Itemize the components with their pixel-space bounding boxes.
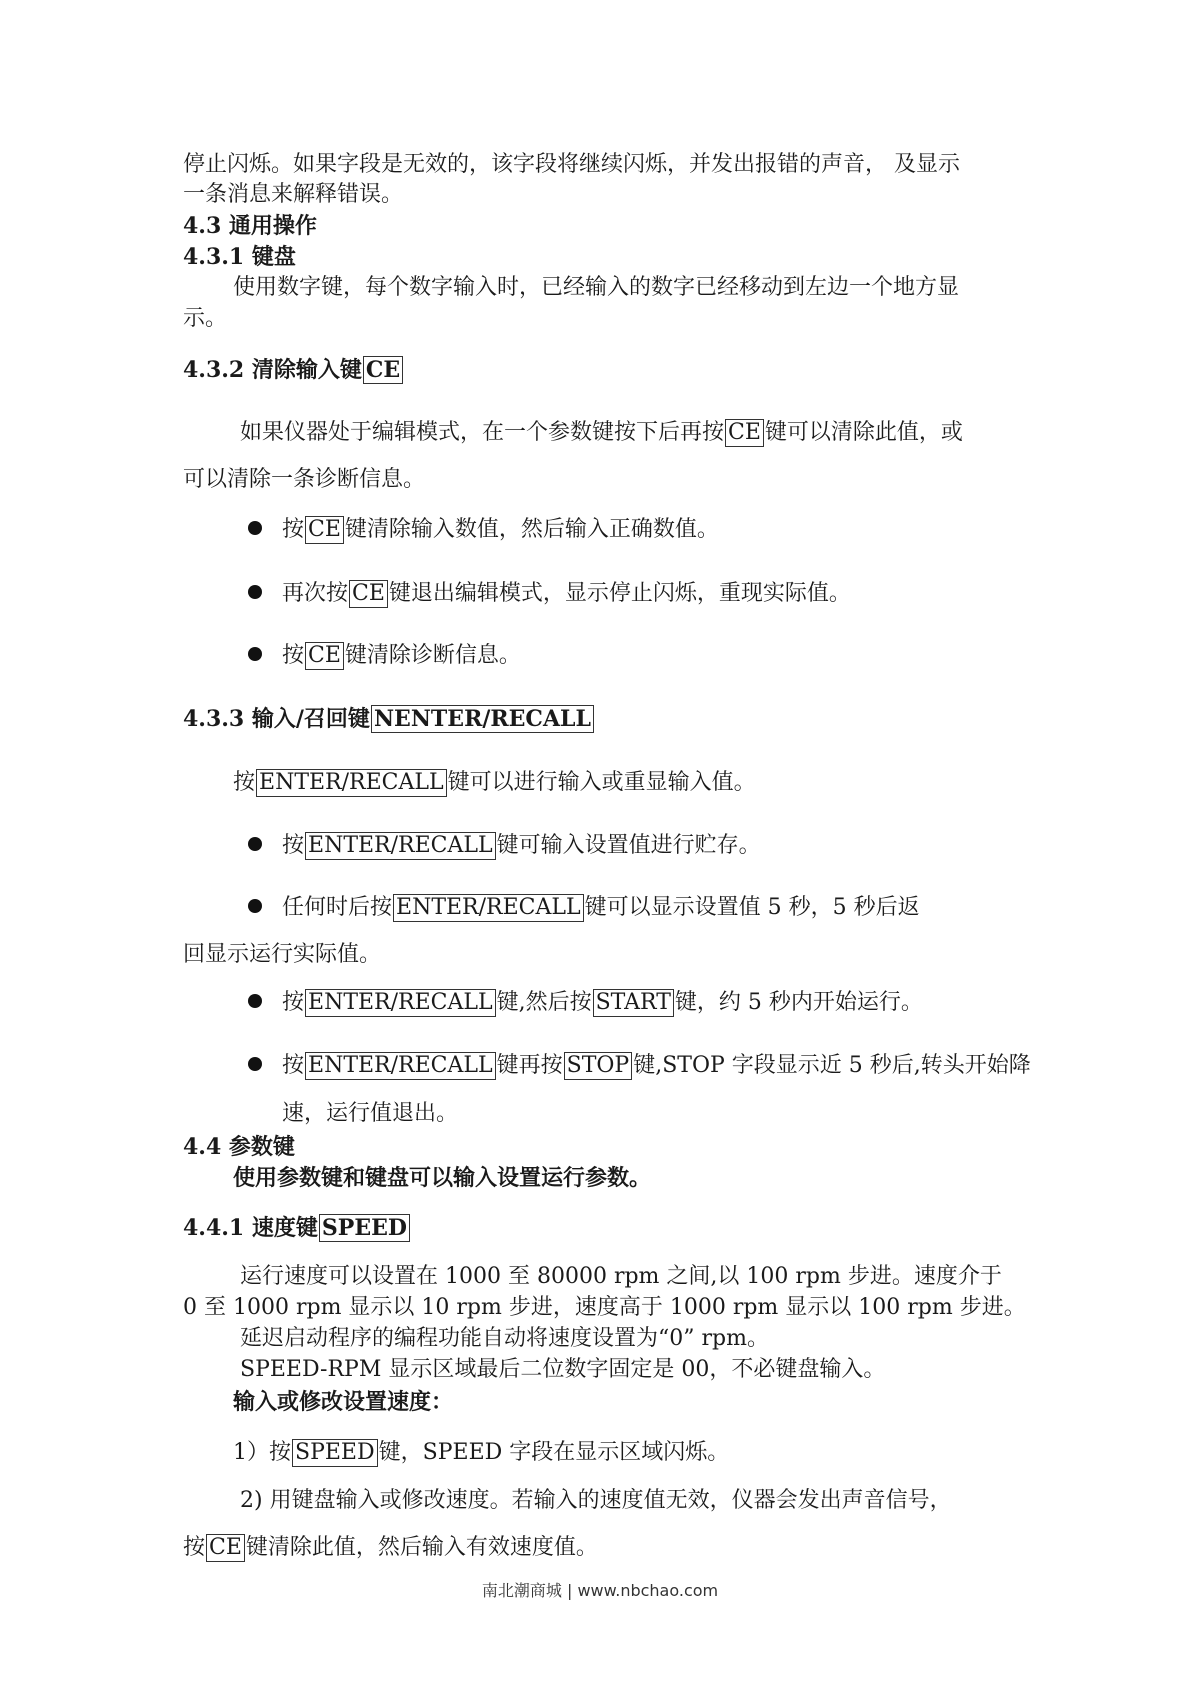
para-text: 键可以进行输入或重显输入值。 — [447, 770, 756, 795]
bullet-text: 键可以显示设置值 5 秒，5 秒后返 — [584, 895, 920, 920]
ce-bullet-1 — [248, 515, 719, 545]
speed-para-line-3: 延迟启动程序的编程功能自动将速度设置为“0” rpm。 — [240, 1326, 769, 1351]
speed-step-2: 2) 用键盘输入或修改速度。若输入的速度值无效，仪器会发出声音信号， — [240, 1488, 952, 1513]
section-4-3-1-title: 4.3.1 键盘 — [183, 244, 296, 270]
speed-key-label: SPEED — [292, 1439, 378, 1467]
keyboard-para-line-1: 使用数字键，每个数字输入时，已经输入的数字已经移动到左边一个地方显 — [233, 275, 960, 300]
speed-step-2-cont — [183, 1533, 598, 1563]
enter-recall-bullet-4 — [248, 1051, 1031, 1081]
speed-para-line-1: 运行速度可以设置在 1000 至 80000 rpm 之间,以 100 rpm 步进。速度介于 — [240, 1264, 1002, 1289]
step-text: 键，SPEED 字段在显示区域闪烁。 — [378, 1440, 730, 1465]
enter-recall-key-label: NENTER/RECALL — [371, 705, 594, 733]
ce-para-text-a: 如果仪器处于编辑模式，在一个参数键按下后再按 — [240, 420, 725, 445]
ce-key-label: CE — [725, 419, 764, 447]
ce-bullet-3 — [248, 641, 521, 671]
bullet-text: 再次按 — [282, 581, 349, 606]
bullet-text: 键退出编辑模式，显示停止闪烁，重现实际值。 — [388, 581, 851, 606]
enter-recall-bullet-4-cont: 速，运行值退出。 — [282, 1101, 459, 1126]
enter-recall-key-label: ENTER/RECALL — [393, 894, 584, 922]
bullet-text: 按 — [282, 643, 305, 668]
keyboard-para-line-2: 示。 — [183, 306, 228, 331]
bullet-text: 按 — [282, 1053, 305, 1078]
enter-recall-bullet-2 — [248, 893, 920, 923]
enter-recall-key-label: ENTER/RECALL — [305, 1052, 496, 1080]
stop-key-label: STOP — [564, 1052, 633, 1080]
start-key-label: START — [593, 989, 674, 1017]
section-4-4-1-title — [183, 1213, 411, 1243]
bullet-dot-icon — [248, 899, 262, 913]
section-4-4-title: 4.4 参数键 — [183, 1134, 295, 1160]
section-4-4-intro: 使用参数键和键盘可以输入设置运行参数。 — [233, 1165, 652, 1191]
bullet-dot-icon — [248, 994, 262, 1008]
bullet-text: 按 — [282, 990, 305, 1015]
enter-recall-para — [233, 768, 756, 798]
speed-para-line-2: 0 至 1000 rpm 显示以 10 rpm 步进，速度高于 1000 rpm 显示以 100 rpm 步进。 — [183, 1295, 1026, 1320]
section-4-3-title: 4.3 通用操作 — [183, 213, 317, 239]
ce-key-label: CE — [305, 516, 344, 544]
section-4-3-3-title — [183, 704, 595, 734]
enter-recall-key-label: ENTER/RECALL — [305, 989, 496, 1017]
ce-para-line-1 — [240, 418, 963, 448]
speed-key-label: SPEED — [319, 1214, 410, 1242]
ce-para-line-2: 可以清除一条诊断信息。 — [183, 467, 426, 492]
speed-step-1 — [233, 1438, 729, 1468]
speed-para-line-4: SPEED-RPM 显示区域最后二位数字固定是 00，不必键盘输入。 — [240, 1357, 886, 1382]
page-footer: 南北潮商城 | www.nbchao.com — [481, 1581, 719, 1600]
bullet-text: 键,然后按 — [496, 990, 592, 1015]
section-4-3-2-title — [183, 355, 404, 385]
section-title-text: 4.3.3 输入/召回键 — [183, 706, 370, 732]
section-title-text: 4.4.1 速度键 — [183, 1215, 318, 1241]
step-text: 键清除此值，然后输入有效速度值。 — [245, 1535, 598, 1560]
bullet-text: 键可输入设置值进行贮存。 — [496, 833, 761, 858]
bullet-text: 键，约 5 秒内开始运行。 — [674, 990, 923, 1015]
ce-key-label: CE — [349, 580, 388, 608]
bullet-text: 任何时后按 — [282, 895, 393, 920]
bullet-text: 键清除输入数值，然后输入正确数值。 — [344, 517, 719, 542]
bullet-text: 键清除诊断信息。 — [344, 643, 521, 668]
enter-recall-key-label: ENTER/RECALL — [256, 769, 447, 797]
bullet-text: 按 — [282, 517, 305, 542]
ce-key-label: CE — [206, 1534, 245, 1562]
bullet-dot-icon — [248, 647, 262, 661]
bullet-text: 按 — [282, 833, 305, 858]
ce-para-text-b: 键可以清除此值，或 — [764, 420, 963, 445]
bullet-dot-icon — [248, 585, 262, 599]
enter-recall-bullet-3 — [248, 988, 923, 1018]
ce-key-label: CE — [305, 642, 344, 670]
para-text: 按 — [233, 770, 256, 795]
bullet-dot-icon — [248, 837, 262, 851]
speed-subheading: 输入或修改设置速度： — [233, 1389, 454, 1415]
bullet-text: 键再按 — [496, 1053, 563, 1078]
bullet-dot-icon — [248, 1057, 262, 1071]
step-text: 按 — [183, 1535, 206, 1560]
enter-recall-bullet-1 — [248, 831, 761, 861]
bullet-dot-icon — [248, 521, 262, 535]
ce-bullet-2 — [248, 579, 851, 609]
enter-recall-key-label: ENTER/RECALL — [305, 832, 496, 860]
section-title-text: 4.3.2 清除输入键 — [183, 357, 362, 383]
step-text: 1）按 — [233, 1440, 291, 1465]
intro-line-1: 停止闪烁。如果字段是无效的，该字段将继续闪烁，并发出报错的声音， 及显示 — [183, 152, 960, 177]
intro-line-2: 一条消息来解释错误。 — [183, 182, 404, 207]
bullet-text: 键,STOP 字段显示近 5 秒后,转头开始降 — [633, 1053, 1031, 1078]
enter-recall-bullet-2-cont: 回显示运行实际值。 — [183, 942, 382, 967]
ce-key-label: CE — [363, 356, 403, 384]
